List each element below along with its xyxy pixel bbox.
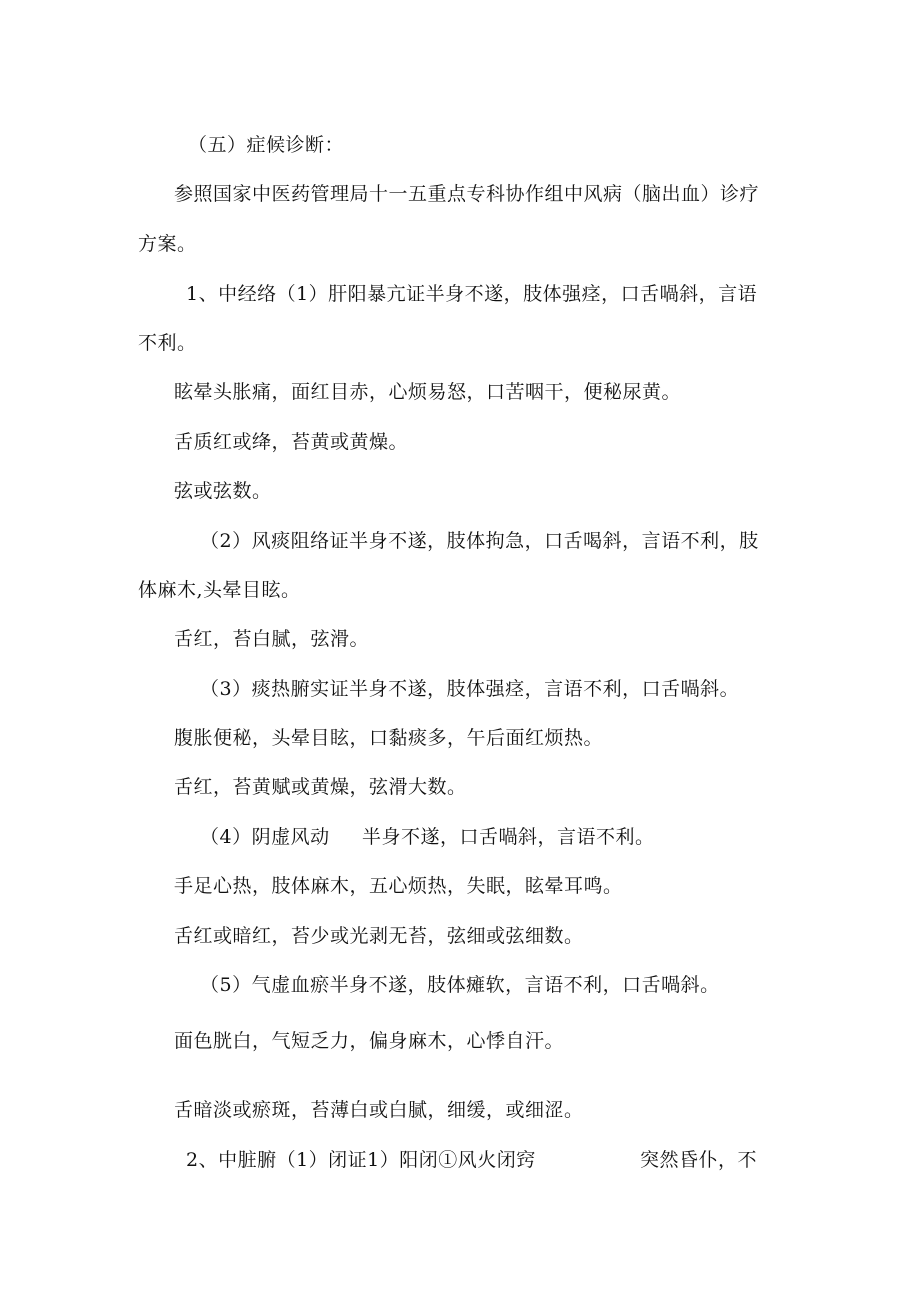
- intro-line-1: 参照国家中医药管理局十一五重点专科协作组中风病（脑出血）诊疗: [174, 183, 760, 205]
- p1-line-4: 舌质红或绛，苔黄或黄燥。: [174, 431, 409, 453]
- p2-line-1: （2）风痰阻络证半身不遂，肢体拘急，口舌喝斜，言语不利，肢: [200, 530, 759, 552]
- p4-line-3: 舌红或暗红，苔少或光剥无苔，弦细或弦细数。: [174, 925, 584, 947]
- last-line-right: 突然昏仆，不: [640, 1149, 758, 1171]
- p1-line-2: 不利。: [138, 332, 197, 354]
- p3-line-1: （3）痰热腑实证半身不遂，肢体强痉，言语不利，口舌喎斜。: [200, 678, 740, 700]
- p3-line-3: 舌红，苔黄赋或黄燥，弦滑大数。: [174, 776, 467, 798]
- p2-line-3: 舌红，苔白腻，弦滑。: [174, 628, 370, 650]
- p4-title: （4）阴虚风动: [200, 826, 330, 848]
- p5-line-3: 舌暗淡或瘀斑，苔薄白或白腻，细缓，或细涩。: [174, 1099, 584, 1121]
- section-heading: （五）症候诊断：: [188, 134, 345, 156]
- p3-line-2: 腹胀便秘，头晕目眩，口黏痰多，午后面红烦热。: [174, 727, 604, 749]
- p1-line-5: 弦或弦数。: [174, 480, 272, 502]
- last-line-left: 2、中脏腑（1）闭证1）阳闭①风火闭窍: [186, 1149, 536, 1171]
- p1-line-3: 眩晕头胀痛，面红目赤，心烦易怒，口苦咽干，便秘尿黄。: [174, 381, 682, 403]
- p5-line-1: （5）气虚血瘀半身不遂，肢体瘫软，言语不利，口舌喎斜。: [200, 974, 720, 996]
- p1-line-1: 1、中经络（1）肝阳暴亢证半身不遂，肢体强痉，口舌喎斜，言语: [186, 283, 758, 305]
- p4-line-1-rest: 半身不遂，口舌喎斜，言语不利。: [362, 826, 655, 848]
- p5-line-2: 面色胱白，气短乏力，偏身麻木，心悸自汗。: [174, 1030, 565, 1052]
- intro-line-2: 方案。: [138, 233, 197, 255]
- p4-line-2: 手足心热，肢体麻木，五心烦热，失眠，眩晕耳鸣。: [174, 875, 623, 897]
- p2-line-2: 体麻木,头晕目眩。: [138, 579, 301, 601]
